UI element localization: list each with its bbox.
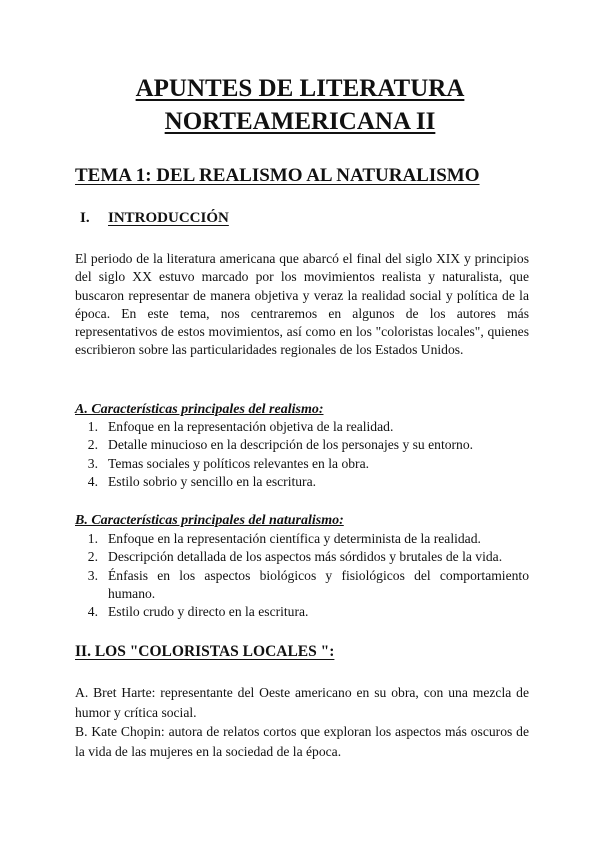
author-entry-kate-chopin: B. Kate Chopin: autora de relatos cortos que exploran los aspectos más oscuros de la vida de las mujeres en la sociedad de la época. xyxy=(75,724,529,759)
list-item: 2. Detalle minucioso en la descripción de los personajes y su entorno. xyxy=(87,437,474,453)
section-1-label: INTRODUCCIÓN xyxy=(108,210,229,226)
realismo-list xyxy=(75,418,529,491)
title-line-1: APUNTES DE LITERATURA xyxy=(135,75,465,102)
list-item: 3. Énfasis en los aspectos biológicos y fisiológicos del comportamiento humano. xyxy=(87,567,529,601)
tema-heading: TEMA 1: DEL REALISMO AL NATURALISMO xyxy=(75,165,480,186)
section-2-heading: II. LOS "COLORISTAS LOCALES ": xyxy=(75,643,335,660)
list-item: 4. Estilo crudo y directo en la escritura. xyxy=(87,604,309,620)
list-item: 1. Enfoque en la representación objetiva de la realidad. xyxy=(87,419,394,434)
document-title xyxy=(0,72,600,138)
author-entry-bret-harte: A. Bret Harte: representante del Oeste americano en su obra, con una mezcla de humor y crítica social. xyxy=(75,685,529,720)
realismo-heading: A. Características principales del realismo: xyxy=(75,402,324,417)
naturalismo-list xyxy=(75,530,529,621)
title-line-2: NORTEAMERICANA II xyxy=(164,108,436,135)
intro-paragraph: El periodo de la literatura americana que abarcó el final del siglo XIX y principios del siglo XX estuvo marcado por los movimientos realista y naturalista, que buscaron representar de manera objetiva y veraz la realidad social y política de la época. En este tema, nos centraremos en algunos de los autores más representativos de estos movimientos, así como en los "coloristas locales", quienes escribieron sobre las particularidades regionales de los Estados Unidos. xyxy=(75,251,529,358)
section-1-number: I. xyxy=(80,210,90,226)
section-1-heading xyxy=(80,210,229,227)
list-item: 1. Enfoque en la representación científica y determinista de la realidad. xyxy=(87,531,481,546)
list-item: 4. Estilo sobrio y sencillo en la escritura. xyxy=(87,473,317,489)
list-item: 2. Descripción detallada de los aspectos más sórdidos y brutales de la vida. xyxy=(87,549,503,565)
naturalismo-heading: B. Características principales del naturalismo: xyxy=(75,513,344,528)
list-item: 3. Temas sociales y políticos relevantes en la obra. xyxy=(87,455,370,471)
